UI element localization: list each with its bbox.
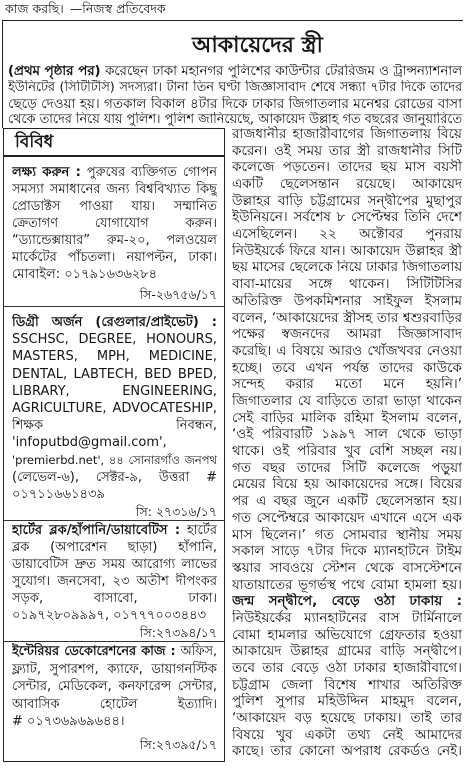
ad-first-line: [12, 643, 217, 661]
ad-line: ব্লক (অপারেশন ছাড়া) হাঁপানি,: [12, 540, 217, 555]
article-line: বিষয়ে খুব একটা তথ্য নেই আমাদের: [232, 726, 462, 743]
article-frame-left-rule: [2, 20, 3, 128]
ad-line: # ০১৭৩৬৯৬৯৬৪৪।: [12, 714, 125, 729]
ad-code: সি-২৬৭৫৬/১৭: [139, 287, 217, 302]
classified-ad-personal-care: [12, 164, 217, 303]
ad-line: প্রোডাক্টস পাওয়া যায়। সম্মানিত: [12, 199, 217, 214]
ad-heading: ইন্টেরিয়র ডেকোরেশনের কাজ :: [12, 644, 176, 659]
article-line: করেন। ওই সময় তার স্ত্রী রাজধানীর সিটি: [232, 142, 462, 159]
ad-line: 'premierbd.net', ৪৪ সোনারগাঁও জনপথ: [12, 452, 217, 467]
headline: আকায়েদের স্ত্রী: [192, 33, 323, 58]
article-line: বলেন, ‘আকায়েদের স্ত্রীসহ তার শ্বশুরবাড়ির: [232, 309, 462, 326]
ad-line: মার্কেটের পাঁচতলা। নয়াপল্টন, ঢাকা।: [12, 250, 217, 265]
article-line: থাকে। ওই পরিবার খুব বেশি সচ্ছল নয়।: [232, 443, 462, 460]
article-line: গত বছর তাদের সিটি কলেজে পড়ুয়া: [232, 459, 462, 476]
ad-heading-rest: হার্টের: [186, 523, 217, 538]
ad-line: ক্রেতাগণ যোগাযোগ করুন।: [12, 216, 217, 231]
article-intro: [8, 64, 462, 128]
article-line: একটি ছেলেসন্তান রয়েছে। আকায়েদ: [232, 176, 462, 193]
article-line: আকায়েদ উল্লাহর গ্রামের বাড়ি সন্দ্বীপে।: [232, 643, 462, 660]
article-line: রাজধানীর হাজারীবাগের জিগাতলায় বিয়ে: [232, 126, 462, 142]
ad-line: SSCHSC, DEGREE, HONOURS,: [12, 332, 217, 348]
ad-line: 'infoputbd@gmail.com',: [12, 435, 167, 451]
article-line: জিগাতলার যে বাড়িতে তারা ভাড়া থাকেন: [232, 393, 462, 409]
ad-body: [12, 539, 217, 624]
ad-heading-rest: পুরুষের ব্যক্তিগত গোপন: [86, 165, 217, 180]
classified-ad-heart-block: [12, 522, 217, 641]
ad-body: [12, 181, 217, 283]
ad-line: (লেভেল-৬), সেক্টর-৯, উত্তরা #: [12, 469, 217, 485]
previous-article-tail: [5, 1, 166, 17]
ad-line: ফ্ল্যাট, সুপারশপ, ক্যাফে, ডায়াগনস্টিক: [12, 661, 217, 677]
section-title-classifieds: বিবিধ: [4, 129, 224, 157]
ad-line: মোবাইল: ০১৭৯১৬৩৬২৮৪: [12, 267, 158, 282]
first-line-text: করেছেন ঢাকা মহানগর পুলিশের কাউন্টার টেররিজম ও ট্রান্সন্যাশনাল: [104, 64, 462, 79]
ad-body: [12, 661, 217, 731]
ad-divider: [4, 306, 224, 307]
ad-line: ০১৭১১৬৬১৪৩৯: [12, 486, 105, 502]
article-line: থেকে তাদের নিয়ে যায় পুলিশ। পুলিশ জানিয়েছে, আকায়েদ উল্লাহ গত বছরের জানুয়ারিতে: [8, 112, 462, 127]
ad-divider: [4, 520, 224, 521]
ad-line: আবাসিক হোটেল ইত্যাদি।: [12, 696, 217, 712]
article-line: কলেজে পড়তেন। তাদের ছয় মাস বয়সী: [232, 159, 462, 176]
ad-line: সড়ক, বাসাবো, ঢাকা।: [12, 591, 217, 606]
article-line: চট্টগ্রাম জেলা বিশেষ শাখার অতিরিক্ত: [232, 676, 462, 693]
subheading-body: [232, 610, 462, 760]
article-column: [232, 126, 462, 760]
ad-line: ০১৯৭২৮০৯৯৯৭, ০১৭৭৭০০৩৪৪৩: [12, 608, 207, 623]
article-line: ‘ওই পরিবারটি ১৯৯৭ সাল থেকে ভাড়া: [232, 426, 462, 443]
ad-first-line: [12, 164, 217, 181]
article-subheading: জন্ম সন্দ্বীপে, বেড়ে ওঠা ঢাকায় :: [232, 593, 462, 610]
article-line: সন্দেহ করার মতো মনে হয়নি।’: [232, 376, 462, 393]
ad-code: সি: ২৭৩১৬/১৭: [135, 504, 217, 520]
ad-line: DENTAL, LABTECH, BED BPED,: [12, 366, 217, 382]
article-line: পর এ বছর জুনে একটি ছেলেসন্তান হয়।: [232, 493, 462, 510]
ad-line: শিক্ষক নিবন্ধন,: [12, 418, 217, 434]
ad-heading: হার্টের ব্লক/হাঁপানি/ডায়াবেটিস :: [12, 523, 181, 538]
article-line: নিউইয়র্কে ফিরে যান। আকায়েদ উল্লাহর স্ত্রী: [232, 242, 462, 259]
ad-heading-rest: অফিস,: [180, 644, 217, 659]
article-line: উল্লাহর বাড়ি চট্টগ্রামের সন্দ্বীপের মুছাপুর: [232, 192, 462, 209]
article-line: মেয়ের বিয়ে হয় আকায়েদের সঙ্গে। বিয়ের: [232, 476, 462, 493]
article-line: এসেছিলেন। ২২ অক্টোবর পুনরায়: [232, 226, 462, 243]
ad-line: “ড্যান্ডেক্সায়ার” রুম-২০, পলওয়েল: [12, 233, 217, 248]
intro-lines: [8, 80, 462, 128]
continued-label: (প্রথম পৃষ্ঠার পর): [8, 64, 101, 79]
article-line: বাবা-মায়ের সঙ্গে থাকেন। সিটিটিসির: [232, 276, 462, 293]
article-line: পক্ষের স্বজনদের আমরা জিজ্ঞাসাবাদ: [232, 326, 462, 343]
article-line: হচ্ছে। তবে এখন পর্যন্ত তাদের কাউকে: [232, 359, 462, 376]
ad-line: LIBRARY, ENGINEERING,: [12, 383, 217, 399]
article-line: কাছে। তার কোনো অপরাধ রেকর্ডও নেই।: [232, 743, 462, 760]
article-line: সেই বাড়ির মালিক রহিমা ইসলাম বলেন,: [232, 409, 462, 426]
classified-ad-interior-decoration: [12, 643, 217, 753]
article-line: ছয় মাসের ছেলেকে নিয়ে ঢাকার জিগাতলায়: [232, 259, 462, 275]
article-line: পুলিশ সুপার মহিউদ্দিন মাহমুদ বলেন,: [232, 693, 462, 710]
article-line: করেছি। এ বিষয়ে আরও খোঁজখবর নেওয়া: [232, 342, 462, 359]
article-line: বোমা হামলার অভিযোগে গ্রেফতার হওয়া: [232, 626, 462, 643]
ad-heading: ডিগ্রী অর্জন (রেগুলার/প্রাইভেট) :: [12, 315, 217, 330]
article-line: অতিরিক্ত উপকমিশনার সাইফুল ইসলাম: [232, 292, 462, 309]
ad-first-line: [12, 522, 217, 539]
tail-text: কাজ করছি।: [5, 1, 64, 16]
ad-heading: লক্ষ্য করুন :: [12, 165, 81, 180]
article-line: গত সেপ্টেম্বরে আকায়েদ এখানে এসে এক: [232, 509, 462, 526]
article-line: যাতায়াতের ভূগর্ভস্থ পথে বোমা হামলা হয়।: [232, 576, 462, 593]
top-rule: [2, 20, 463, 21]
article-line: ‘আকায়েদ বড় হয়েছে ঢাকায়। তাই তার: [232, 710, 462, 727]
ad-code: সি:২৭৩৯৫/১৭: [139, 736, 217, 752]
classified-ad-degree: [12, 314, 217, 520]
article-line: তবে তার বেড়ে ওঠা ঢাকার হাজারীবাগে।: [232, 660, 462, 676]
ad-line: সুযোগ। জনসেবা, ২৩ অতীশ দীপংকর: [12, 574, 217, 589]
ad-divider: [4, 641, 224, 642]
ad-code: সি:২৭৩৯৪/১৭: [139, 625, 217, 640]
ad-body: [12, 331, 217, 503]
classifieds-box: [3, 128, 225, 762]
ad-line: ডায়াবেটিস দ্রুত সময় আরোগ্য লাভের: [12, 557, 217, 572]
byline: —নিজস্ব প্রতিবেদক: [69, 1, 166, 16]
ad-line: AGRICULTURE, ADVOCATESHIP,: [12, 400, 217, 416]
article-line: ইউনিটের (সিটিটিসি) সদস্যরা। টানা তিন ঘণ্টা জিজ্ঞাসাবাদ শেষে সন্ধ্যা ৭টার দিকে তাদের: [8, 80, 462, 95]
article-first-line: [8, 64, 462, 80]
article-line: সকাল সাড়ে ৭টার দিকে ম্যানহাটনে টাইম: [232, 543, 462, 560]
article-line: মাস ছিলেন।’ গত সোমবার স্থানীয় সময়: [232, 526, 462, 543]
ad-line: সেন্টার, মেডিকেল, কনফারেন্স সেন্টার,: [12, 679, 217, 694]
article-line: ইউনিয়নে। সর্বশেষ ৮ সেপ্টেম্বর তিনি দেশে: [232, 209, 462, 226]
ad-line: MASTERS, MPH, MEDICINE,: [12, 349, 217, 365]
article-line: ছেড়ে দেওয়া হয়। গতকাল বিকাল ৪টার দিকে ঢাকার জিগাতলার মনেশ্বর রোডের বাসা: [8, 96, 462, 112]
article-line: স্কয়ার সাবওয়ে স্টেশন থেকে বাসস্টেশনে: [232, 559, 462, 576]
ad-line: সমস্যা সমাধানের জন্য বিশ্ববিখ্যাত কিছু: [12, 182, 217, 197]
article-line: নিউইয়র্কের ম্যানহাটনের বাস টার্মিনালে: [232, 609, 462, 626]
column-body: [232, 126, 462, 593]
